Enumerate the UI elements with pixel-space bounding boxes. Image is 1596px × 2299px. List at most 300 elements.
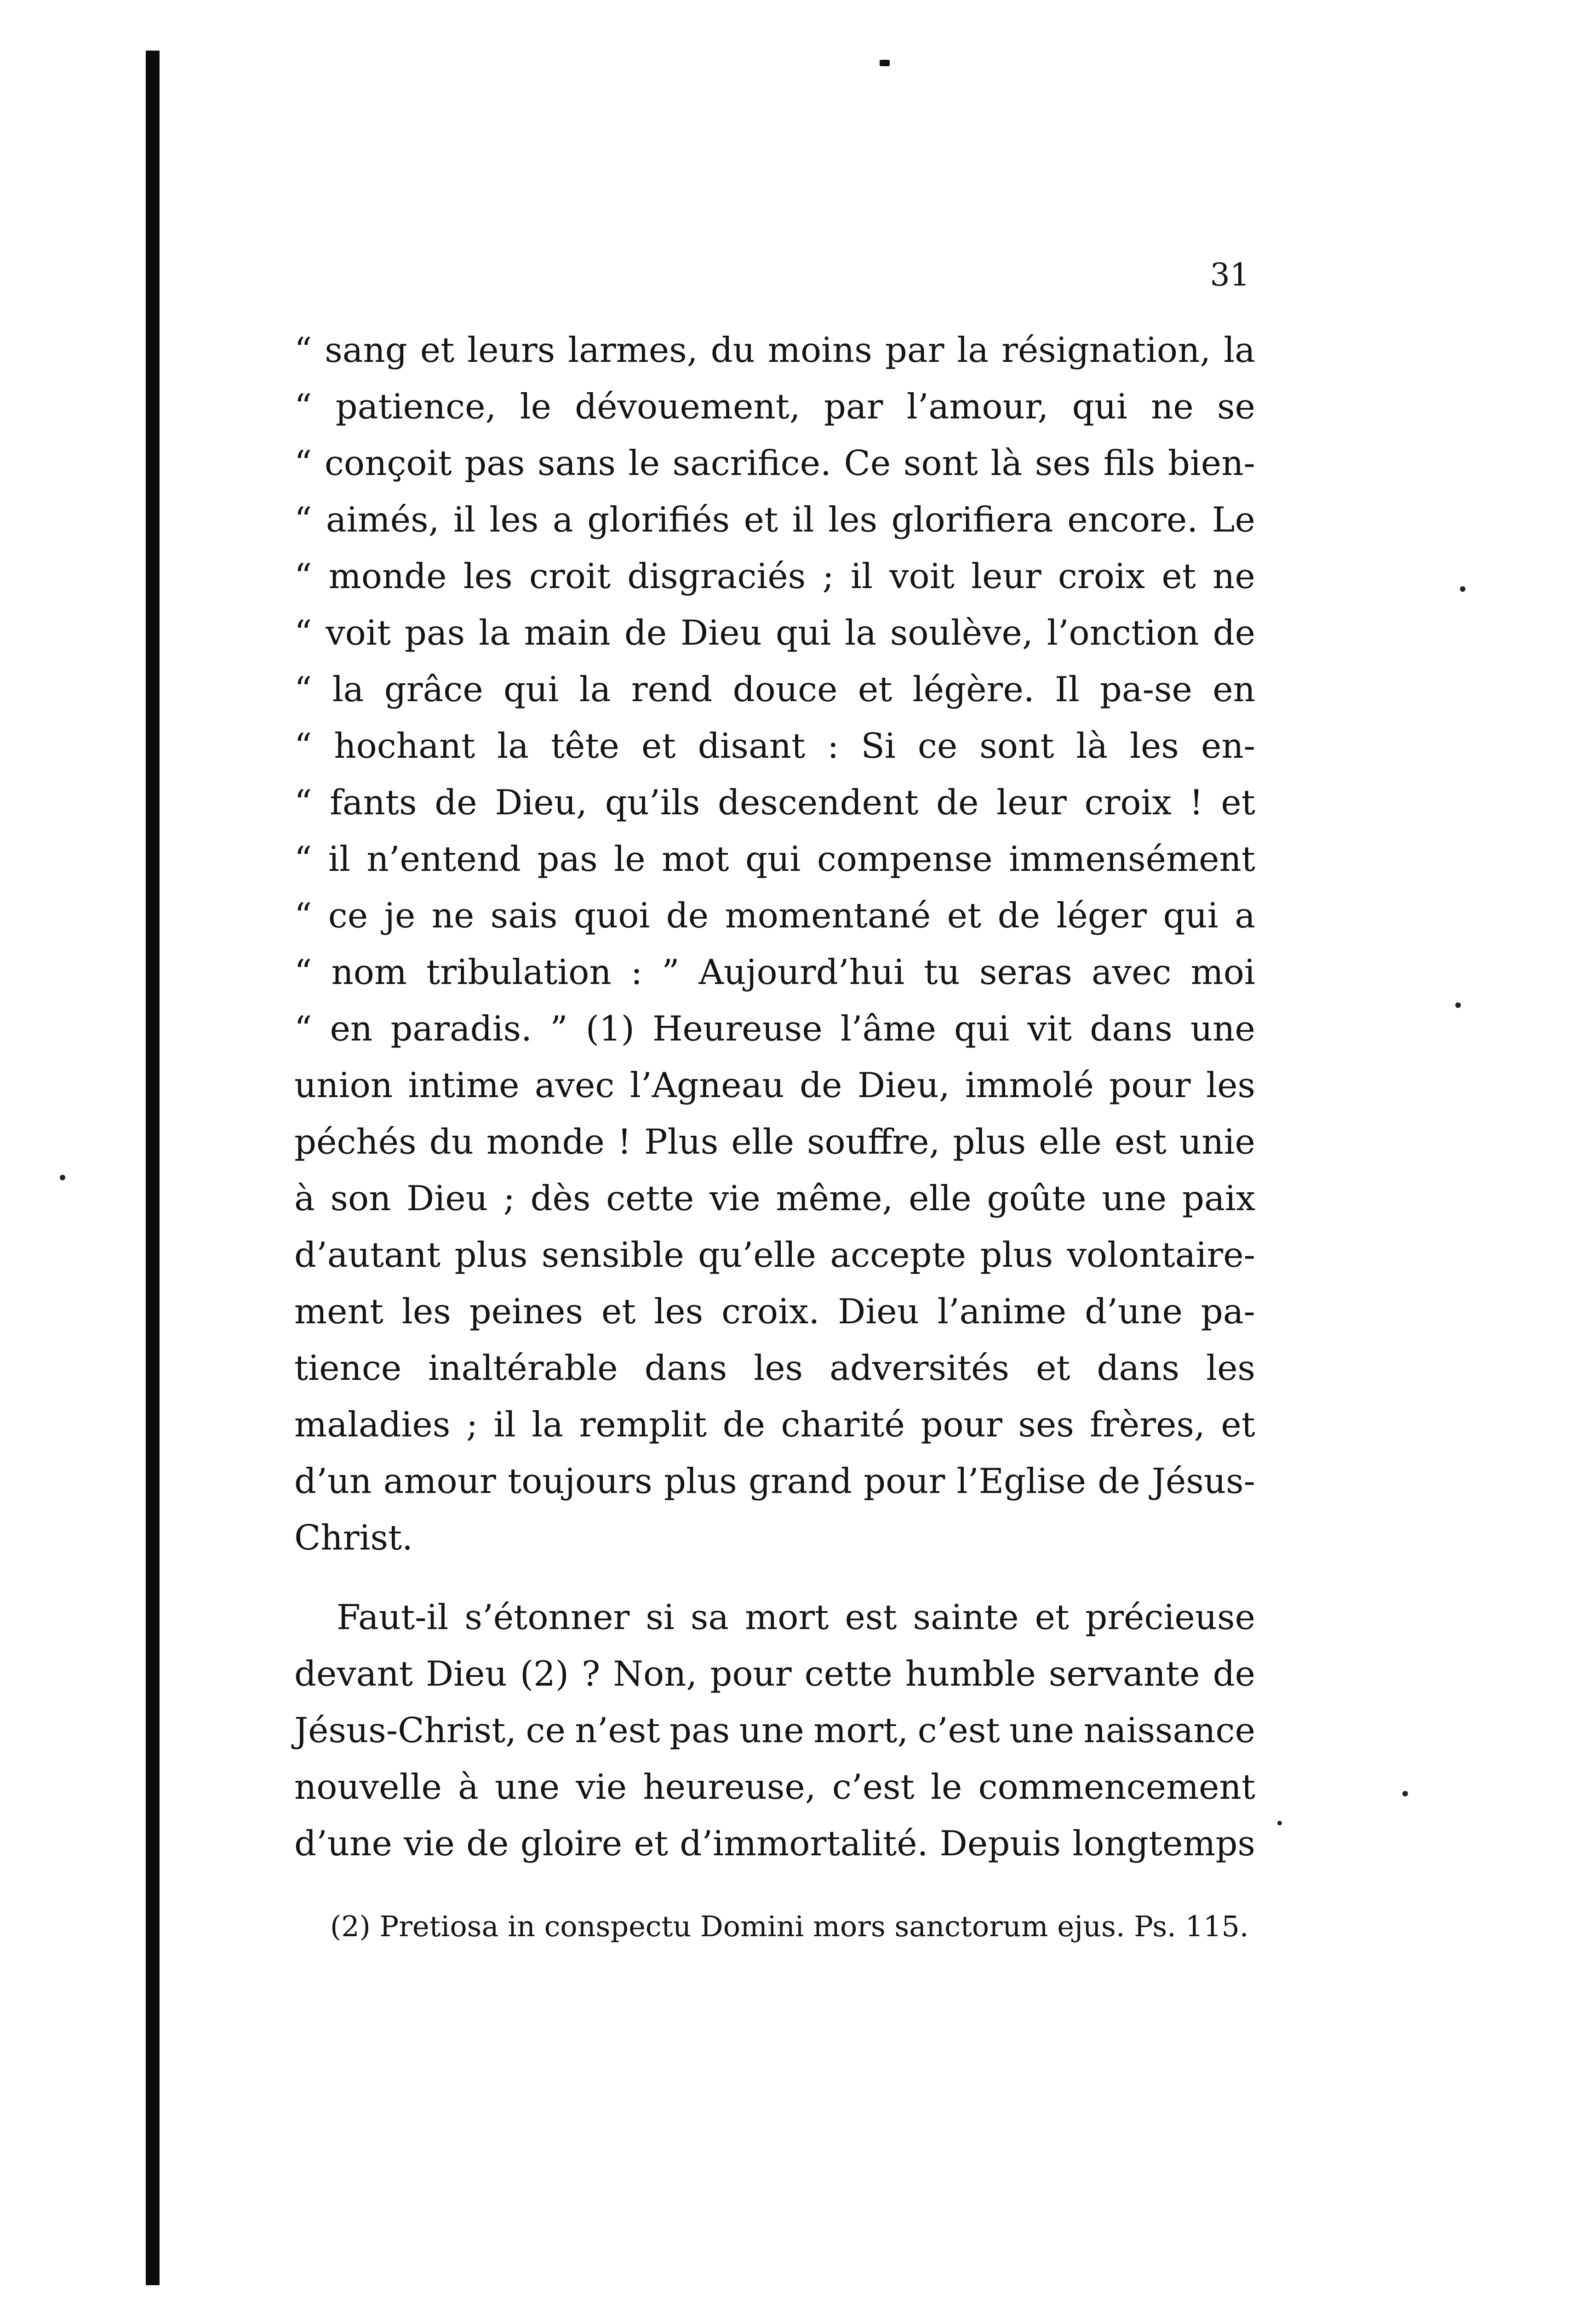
word: la [479, 612, 510, 653]
word: le [628, 443, 660, 483]
word: et [744, 499, 778, 540]
word: en [330, 1008, 373, 1049]
word: Faut-il [337, 1597, 449, 1637]
word: la [332, 669, 364, 709]
text-line [294, 831, 1255, 887]
word: amour [383, 1461, 496, 1501]
word: moins [767, 330, 872, 370]
word: dévouement, [575, 386, 801, 427]
word: larmes, [568, 330, 698, 370]
word: Jésus-Christ, [294, 1710, 517, 1750]
word: une [1009, 1710, 1075, 1750]
text-line [294, 1646, 1255, 1702]
word: leur [971, 556, 1041, 596]
word: l’onction [1047, 612, 1199, 653]
word: je [384, 895, 416, 936]
word: léger [1056, 895, 1147, 936]
word: les [828, 499, 878, 540]
word: ne [1213, 556, 1255, 596]
word: inaltérable [428, 1348, 618, 1388]
word: Dieu [838, 1291, 919, 1332]
word: Dieu [425, 1653, 507, 1694]
word: (2) [520, 1653, 569, 1694]
word: seras [979, 952, 1072, 992]
word: en- [1201, 726, 1255, 766]
word: ; [466, 1404, 478, 1445]
word: mort [745, 1597, 829, 1637]
text-line [294, 1170, 1255, 1227]
word: la [579, 669, 611, 709]
word: c’est [917, 1710, 1000, 1750]
word: une [739, 1710, 804, 1750]
word: d’immortalité. [680, 1823, 928, 1864]
text-line [294, 435, 1255, 492]
word: la [1224, 330, 1255, 370]
word: de [722, 1404, 765, 1445]
word: la [532, 1404, 564, 1445]
word: de [800, 1065, 842, 1105]
word: : [630, 952, 643, 992]
word: Il [1054, 669, 1080, 709]
dust-speck [1402, 1791, 1408, 1796]
word: momentané [725, 895, 931, 936]
word: pas [669, 1710, 730, 1750]
word: sacrifice. [672, 443, 831, 483]
paragraph-gap [294, 1566, 1255, 1589]
word: et [1161, 556, 1196, 596]
word: résignation, [1001, 330, 1211, 370]
word: sa [690, 1597, 729, 1637]
word: est [845, 1597, 897, 1637]
word: une [1190, 1008, 1255, 1049]
word: toujours [508, 1461, 652, 1501]
word: nouvelle [294, 1767, 442, 1807]
word: cette [804, 1653, 892, 1694]
word: de [666, 895, 709, 936]
word: de [1213, 1653, 1255, 1694]
text-line [294, 1396, 1255, 1453]
word: ” [550, 1008, 568, 1049]
word: s’étonner [464, 1597, 630, 1637]
word: gloire [520, 1823, 623, 1864]
word: ” [662, 952, 680, 992]
word: tience [294, 1348, 402, 1388]
word: main [524, 612, 611, 653]
word: “ [294, 499, 312, 540]
word: qu’elle [698, 1235, 816, 1275]
word: précieuse [1085, 1597, 1255, 1637]
word: pas [537, 839, 598, 879]
text-line [294, 548, 1255, 605]
word: “ [294, 952, 312, 992]
word: tête [550, 726, 620, 766]
text-line [294, 492, 1255, 548]
word: là [1076, 726, 1108, 766]
word: et [641, 726, 676, 766]
text-line [294, 1057, 1255, 1114]
word: et [1035, 1348, 1070, 1388]
word: “ [294, 556, 312, 596]
word: ce [526, 1710, 566, 1750]
word: aimés, [326, 499, 440, 540]
word: Jésus- [1151, 1461, 1255, 1501]
word: il [850, 556, 873, 596]
word: encore. [1067, 499, 1198, 540]
word: frères, [1090, 1404, 1205, 1445]
text-line [294, 1815, 1255, 1872]
word: les [1206, 1348, 1255, 1388]
word: cette [606, 1178, 694, 1218]
word: ! [617, 1121, 632, 1162]
word: monde [486, 1121, 605, 1162]
word: goûte [987, 1178, 1087, 1218]
word: le [520, 386, 551, 427]
word: fils [1103, 443, 1156, 483]
word: plus [953, 1121, 1026, 1162]
word: légère. [912, 669, 1035, 709]
word: qui [503, 669, 559, 709]
word: pas [404, 612, 465, 653]
word: Si [861, 726, 896, 766]
word: disgraciés [627, 556, 806, 596]
word: : [827, 726, 839, 766]
word: qui [1163, 895, 1218, 936]
text-line [294, 774, 1255, 831]
word: de [1098, 1461, 1140, 1501]
word: il [328, 839, 350, 879]
word: paix [1182, 1178, 1255, 1218]
text-line [294, 944, 1255, 1001]
word: Ce [844, 443, 891, 483]
word: c’est [832, 1767, 915, 1807]
word: qui [745, 839, 801, 879]
word: Depuis [939, 1823, 1061, 1864]
word: disant [698, 726, 806, 766]
word: et [601, 1291, 636, 1332]
word: qu’ils [605, 782, 700, 823]
word: pour [1109, 1065, 1191, 1105]
word: remplit [579, 1404, 707, 1445]
word: les [1130, 726, 1179, 766]
word: glorifiera [891, 499, 1053, 540]
dust-speck [1455, 1002, 1461, 1008]
word: en [1213, 669, 1255, 709]
word: devant [294, 1653, 413, 1694]
word: souffre, [807, 1121, 940, 1162]
text-line: Christ. [294, 1517, 413, 1558]
word: (1) [585, 1008, 635, 1049]
word: maladies [294, 1404, 451, 1445]
word: grand [748, 1461, 852, 1501]
word: même, [776, 1178, 893, 1218]
word: la [845, 612, 876, 653]
word: le [614, 839, 646, 879]
word: ment [294, 1291, 383, 1332]
word: croit [529, 556, 611, 596]
word: est [1114, 1121, 1167, 1162]
body-text [294, 322, 1255, 1872]
word: rend [631, 669, 713, 709]
word: humble [905, 1653, 1036, 1694]
word: se [1217, 386, 1255, 427]
word: voit [889, 556, 955, 596]
word: adversités [829, 1348, 1009, 1388]
word: elle [731, 1121, 795, 1162]
word: d’autant [294, 1235, 441, 1275]
word: du [710, 330, 755, 370]
word: péchés [294, 1121, 417, 1162]
word: voit [326, 612, 391, 653]
text-line [294, 1283, 1255, 1340]
word: avec [1092, 952, 1172, 992]
word: vie [576, 1767, 627, 1807]
ink-mark [880, 60, 890, 66]
word: et [1035, 1597, 1070, 1637]
word: heureuse, [643, 1767, 816, 1807]
word: mot [662, 839, 729, 879]
text-line [294, 605, 1255, 661]
text-line [294, 1453, 1255, 1510]
dust-speck [1277, 1821, 1282, 1825]
text-line [294, 378, 1255, 435]
word: “ [294, 726, 312, 766]
text-line [294, 1589, 1255, 1646]
word: soulève, [890, 612, 1033, 653]
word: de [435, 782, 477, 823]
word: unie [1179, 1121, 1255, 1162]
word: si [646, 1597, 675, 1637]
word: et [634, 1823, 668, 1864]
word: de [936, 782, 979, 823]
word: servante [1048, 1653, 1200, 1694]
word: ? [582, 1653, 601, 1694]
text-line [294, 1340, 1255, 1396]
word: conçoit [324, 443, 452, 483]
word: et [420, 330, 455, 370]
word: sang [325, 330, 407, 370]
word: les [401, 1291, 451, 1332]
word: vie [709, 1178, 761, 1218]
word: croix [1058, 556, 1145, 596]
word: mort, [813, 1710, 909, 1750]
word: une [1102, 1178, 1167, 1218]
footnote: (2) Pretiosa in conspectu Domini mors sanctorum ejus. Ps. 115. [330, 1910, 1249, 1943]
word: de [466, 1823, 509, 1864]
word: ne [431, 895, 475, 936]
word: leurs [467, 330, 555, 370]
text-line [294, 718, 1255, 774]
word: “ [294, 669, 312, 709]
word: accepte [830, 1235, 967, 1275]
word: ! [1189, 782, 1203, 823]
word: sont [979, 726, 1054, 766]
word: Le [1212, 499, 1255, 540]
word: ; [503, 1178, 515, 1218]
word: glorifiés [587, 499, 730, 540]
word: tribulation [426, 952, 612, 992]
word: à [294, 1178, 315, 1218]
word: a [552, 499, 573, 540]
word: les [1206, 1065, 1255, 1105]
word: par [885, 330, 944, 370]
word: l’Eglise [956, 1461, 1087, 1501]
word: du [429, 1121, 474, 1162]
word: Dieu, [495, 782, 587, 823]
word: les [654, 1291, 704, 1332]
text-line [294, 1114, 1255, 1170]
word: leur [996, 782, 1067, 823]
word: patience, [335, 386, 497, 427]
word: intime [408, 1065, 520, 1105]
word: volontaire- [1067, 1235, 1255, 1275]
word: et [1221, 782, 1255, 823]
word: d’une [1085, 1291, 1183, 1332]
word: il [493, 1404, 516, 1445]
word: il [792, 499, 814, 540]
word: quoi [573, 895, 650, 936]
word: les [754, 1348, 803, 1388]
word: par [824, 386, 883, 427]
word: avec [534, 1065, 615, 1105]
word: son [330, 1178, 391, 1218]
word: dès [530, 1178, 591, 1218]
word: descendent [718, 782, 919, 823]
word: d’une [294, 1823, 392, 1864]
word: “ [294, 443, 312, 483]
word: une [495, 1767, 560, 1807]
word: pour [864, 1461, 945, 1501]
word: pa- [1201, 1291, 1255, 1332]
word: dans [644, 1348, 727, 1388]
word: vie [404, 1823, 455, 1864]
word: nom [331, 952, 407, 992]
word: sainte [913, 1597, 1019, 1637]
word: le [930, 1767, 962, 1807]
text-line [294, 1227, 1255, 1283]
word: elle [1039, 1121, 1102, 1162]
word: peines [469, 1291, 583, 1332]
word: pas [464, 443, 525, 483]
word: plus [980, 1235, 1053, 1275]
word: et [858, 669, 892, 709]
word: croix [1084, 782, 1172, 823]
word: moi [1190, 952, 1255, 992]
word: “ [294, 895, 312, 936]
word: sont [903, 443, 978, 483]
word: douce [732, 669, 838, 709]
word: “ [294, 330, 312, 370]
word: Plus [644, 1121, 719, 1162]
word: et [1221, 1404, 1255, 1445]
word: elle [909, 1178, 972, 1218]
word: Heureuse [652, 1008, 823, 1049]
word: sais [490, 895, 558, 936]
word: plus [454, 1235, 528, 1275]
word: de [997, 895, 1040, 936]
word: sensible [541, 1235, 684, 1275]
word: de [1213, 612, 1255, 653]
word: immensément [1009, 839, 1255, 879]
word: là [990, 443, 1023, 483]
word: ses [1035, 443, 1091, 483]
word: n’entend [366, 839, 521, 879]
word: paradis. [390, 1008, 532, 1049]
word: “ [294, 839, 312, 879]
text-line [294, 1001, 1255, 1057]
word: charité [781, 1404, 905, 1445]
word: les [463, 556, 513, 596]
word: bien- [1167, 443, 1255, 483]
binding-shadow-bar [146, 51, 160, 2285]
word: la [957, 330, 989, 370]
word: croix. [721, 1291, 820, 1332]
word: Dieu [406, 1178, 488, 1218]
word: “ [294, 782, 312, 823]
word: la [497, 726, 529, 766]
dust-speck [1460, 586, 1465, 592]
word: ; [822, 556, 834, 596]
word: compense [817, 839, 993, 879]
text-line [294, 1702, 1255, 1759]
word: ce [328, 895, 368, 936]
word: vit [1027, 1008, 1072, 1049]
word: qui [775, 612, 831, 653]
word: Aujourd’hui [698, 952, 905, 992]
word: ne [1151, 386, 1194, 427]
text-line [294, 661, 1255, 718]
word: “ [294, 386, 312, 427]
word: de [624, 612, 667, 653]
word: grâce [384, 669, 483, 709]
word: “ [294, 612, 312, 653]
word: l’anime [937, 1291, 1067, 1332]
word: dans [1090, 1008, 1173, 1049]
word: naissance [1083, 1710, 1255, 1750]
word: il [453, 499, 475, 540]
word: sans [538, 443, 616, 483]
word: l’amour, [906, 386, 1049, 427]
word: et [947, 895, 982, 936]
page-number: 31 [1210, 257, 1250, 293]
text-line [294, 1759, 1255, 1815]
word: monde [328, 556, 447, 596]
word: commencement [978, 1767, 1255, 1807]
word: à [458, 1767, 479, 1807]
word: pour [710, 1653, 792, 1694]
word: ses [1018, 1404, 1074, 1445]
word: pa-se [1099, 669, 1192, 709]
word: Dieu, [857, 1065, 950, 1105]
word: les [489, 499, 539, 540]
word: l’âme [840, 1008, 936, 1049]
word: qui [954, 1008, 1010, 1049]
word: Non, [613, 1653, 698, 1694]
word: l’Agneau [629, 1065, 784, 1105]
word: d’un [294, 1461, 372, 1501]
word: Dieu [681, 612, 762, 653]
word: tu [924, 952, 960, 992]
word: immolé [965, 1065, 1094, 1105]
dust-speck [60, 1175, 65, 1180]
word: a [1235, 895, 1255, 936]
word: dans [1097, 1348, 1180, 1388]
word: ce [917, 726, 958, 766]
word: “ [294, 1008, 312, 1049]
word: longtemps [1072, 1823, 1255, 1864]
word: union [294, 1065, 393, 1105]
text-line [294, 887, 1255, 944]
word: qui [1072, 386, 1127, 427]
